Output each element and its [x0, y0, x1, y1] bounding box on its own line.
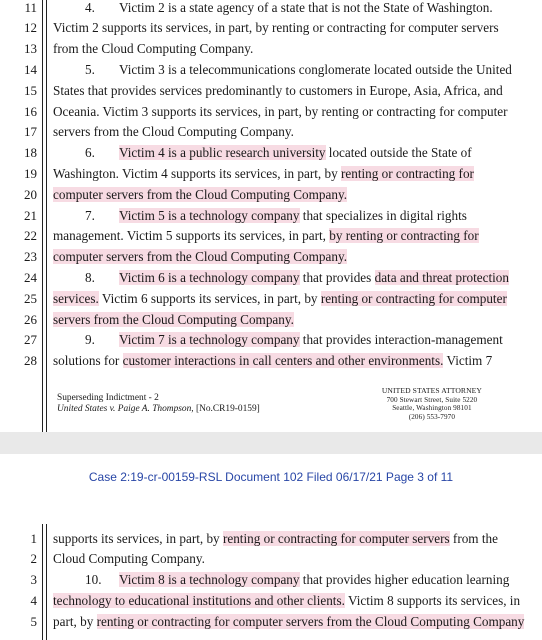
- highlighted-text: data and threat protection: [374, 269, 509, 285]
- line-number: 13: [24, 41, 37, 57]
- text-segment: from the: [449, 530, 498, 546]
- highlighted-text: Victim 8 is a technology company: [119, 572, 300, 588]
- text-segment: located outside the State of: [325, 145, 472, 161]
- document-line: [0, 143, 542, 164]
- line-text: [53, 0, 493, 16]
- line-number: 16: [24, 103, 37, 119]
- footer-case-caption: [57, 404, 260, 415]
- footer-address-2: Seattle, Washington 98101: [392, 404, 472, 413]
- document-line: [0, 226, 542, 247]
- line-number: 19: [24, 165, 37, 181]
- line-number: 25: [24, 290, 37, 306]
- line-text: [53, 531, 498, 547]
- line-number: 27: [24, 332, 37, 348]
- highlighted-text: Victim 6 is a technology company: [119, 269, 300, 285]
- line-number: 24: [24, 269, 37, 285]
- line-text: [53, 228, 479, 244]
- line-text: [53, 104, 508, 120]
- line-number: 15: [24, 82, 37, 98]
- footer-phone: (206) 553-7970: [408, 412, 456, 421]
- line-number: 17: [24, 124, 37, 140]
- highlighted-text: renting or contracting for computer servers: [222, 530, 450, 546]
- line-text: [53, 353, 492, 369]
- page-gap: [0, 432, 542, 454]
- highlighted-text: renting or contracting for computer: [320, 290, 507, 306]
- line-text: [53, 187, 347, 203]
- document-line: [0, 59, 542, 80]
- document-line: [0, 267, 542, 288]
- document-line: [0, 163, 542, 184]
- line-number: 26: [24, 311, 37, 327]
- document-line: [0, 247, 542, 268]
- line-number: 18: [24, 145, 37, 161]
- footer-left: [57, 393, 260, 415]
- line-text: [53, 614, 524, 630]
- footer-office: UNITED STATES ATTORNEY: [381, 386, 482, 395]
- text-segment: Cloud Computing Company.: [53, 551, 205, 567]
- line-number: 23: [24, 249, 37, 265]
- line-text: [53, 332, 503, 348]
- text-segment: that provides interaction-management: [299, 332, 503, 348]
- highlighted-text: customer interactions in call centers and other environments.: [122, 353, 444, 369]
- paragraph-number: 4.: [85, 0, 95, 15]
- line-number: 20: [24, 186, 37, 202]
- document-line: [0, 18, 542, 39]
- line-text: [53, 145, 472, 161]
- document-line: [0, 184, 542, 205]
- text-segment: Victim 2 supports its services, in part, by renting or contracting for computer servers: [53, 20, 499, 36]
- line-number: 28: [24, 353, 37, 369]
- document-line: [0, 611, 542, 632]
- document-line: [0, 351, 542, 372]
- document-line: [0, 0, 542, 18]
- line-text: [53, 62, 512, 78]
- line-number: 2: [30, 551, 37, 567]
- line-text: [53, 270, 509, 286]
- line-text: [53, 166, 474, 182]
- case-header-stamp: Case 2:19-cr-00159-RSL Document 102 Filed 06/17/21 Page 3 of 11: [88, 470, 454, 484]
- case-caption: United States v. Paige A. Thompson,: [57, 404, 194, 414]
- highlighted-text: by renting or contracting for: [329, 228, 479, 244]
- line-text: [53, 20, 499, 36]
- line-number: 22: [24, 228, 37, 244]
- document-line: [0, 205, 542, 226]
- line-number: 14: [24, 61, 37, 77]
- highlighted-text: technology to educational institutions and other clients.: [53, 592, 345, 608]
- paragraph-number: 6.: [85, 145, 95, 161]
- text-segment: supports its services, in part, by: [53, 530, 223, 546]
- line-text: [53, 312, 294, 328]
- text-segment: Victim 7: [443, 353, 493, 369]
- document-line: [0, 39, 542, 60]
- text-segment: part, by: [53, 613, 97, 629]
- highlighted-text: Victim 4 is a public research university: [119, 145, 326, 161]
- document-line: [0, 528, 542, 549]
- line-text: [53, 291, 507, 307]
- document-line: [0, 288, 542, 309]
- text-segment: solutions for: [53, 353, 123, 369]
- footer-doc-title: Superseding Indictment - 2: [57, 393, 159, 403]
- paragraph-number: 7.: [85, 207, 95, 223]
- highlighted-text: computer servers from the Cloud Computing Company.: [53, 186, 347, 202]
- line-number: 5: [30, 613, 37, 629]
- highlighted-text: computer servers from the Cloud Computing Company.: [53, 249, 347, 265]
- text-segment: Oceania. Victim 3 supports its services, in part, by renting or contracting for computer: [53, 103, 508, 119]
- highlighted-text: renting or contracting for computer servers from the Cloud Computing Company: [96, 613, 525, 629]
- highlighted-text: services.: [53, 290, 99, 306]
- highlighted-text: servers from the Cloud Computing Company.: [53, 311, 294, 327]
- line-text: [53, 551, 205, 567]
- line-text: [53, 572, 509, 588]
- line-text: [53, 124, 294, 140]
- line-text: [53, 41, 253, 57]
- line-number: 11: [24, 0, 37, 15]
- line-text: [53, 83, 503, 99]
- text-segment: Washington. Victim 4 supports its services, in part, by: [53, 165, 341, 181]
- footer-address-1: 700 Stewart Street, Suite 5220: [386, 395, 478, 404]
- document-line: [0, 590, 542, 611]
- text-segment: Victim 2 is a state agency of a state that is not the State of Washington.: [119, 0, 493, 15]
- text-segment: that provides: [299, 269, 375, 285]
- line-text: [53, 249, 347, 265]
- document-line: [0, 80, 542, 101]
- line-number: 1: [30, 530, 37, 546]
- text-segment: Victim 6 supports its services, in part, by: [98, 290, 321, 306]
- paragraph-number: 5.: [85, 61, 95, 77]
- document-line: [0, 122, 542, 143]
- line-number: 21: [24, 207, 37, 223]
- paragraph-number: 10.: [85, 572, 102, 588]
- document-line: [0, 330, 542, 351]
- line-number: 3: [30, 572, 37, 588]
- text-segment: Victim 3 is a telecommunications conglomerate located outside the United: [119, 61, 512, 77]
- paragraph-number: 9.: [85, 332, 95, 348]
- text-segment: that provides higher education learning: [299, 572, 510, 588]
- paragraph-number: 8.: [85, 269, 95, 285]
- line-text: [53, 593, 520, 609]
- document-line: [0, 101, 542, 122]
- text-segment: that specializes in digital rights: [299, 207, 467, 223]
- highlighted-text: renting or contracting for: [341, 165, 474, 181]
- text-segment: servers from the Cloud Computing Company.: [53, 124, 294, 140]
- highlighted-text: Victim 5 is a technology company: [119, 207, 300, 223]
- text-segment: Victim 8 supports its services, in: [344, 592, 521, 608]
- line-number: 12: [24, 20, 37, 36]
- document-line: [0, 570, 542, 591]
- line-number: 4: [30, 592, 37, 608]
- text-segment: States that provides services predominantly to customers in Europe, Asia, Africa, and: [53, 82, 503, 98]
- document-line: [0, 549, 542, 570]
- case-number: [No.CR19-0159]: [193, 404, 260, 414]
- document-line: [0, 309, 542, 330]
- line-text: [53, 208, 467, 224]
- footer-right: [382, 387, 482, 421]
- text-segment: management. Victim 5 supports its services, in part,: [53, 228, 330, 244]
- highlighted-text: Victim 7 is a technology company: [119, 332, 300, 348]
- text-segment: from the Cloud Computing Company.: [53, 41, 254, 57]
